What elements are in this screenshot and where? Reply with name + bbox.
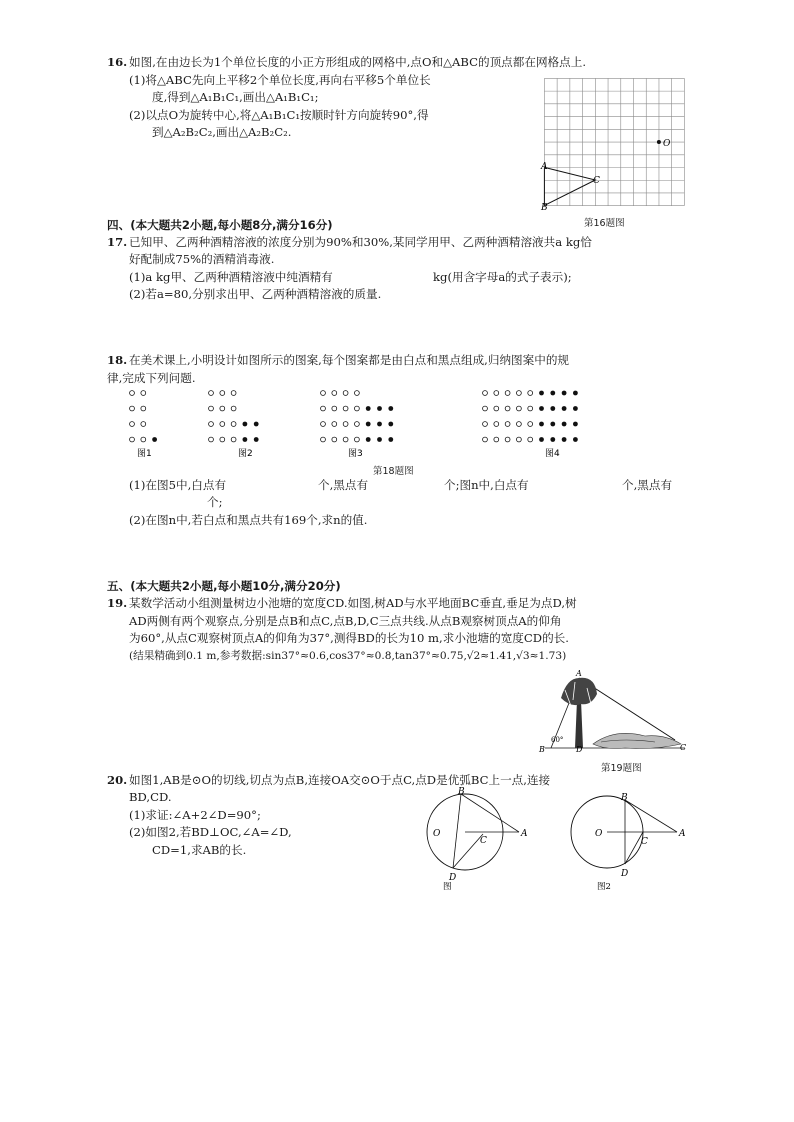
black-dot <box>243 422 248 427</box>
white-dot <box>505 422 510 427</box>
q20-number: 20. <box>107 773 128 787</box>
q18-dot-patterns <box>120 380 620 460</box>
label-b: B <box>539 745 545 754</box>
white-dot <box>209 422 214 427</box>
white-dot <box>231 437 236 442</box>
white-dot <box>141 391 146 396</box>
white-dot <box>321 391 326 396</box>
black-dot <box>254 422 259 427</box>
q16-part1-line1: (1)将△ABC先向上平移2个单位长度,再向右平移5个单位长 <box>129 73 431 87</box>
q19-caption: 第19题图 <box>601 763 642 774</box>
q20-part2-line1: (2)如图2,若BD⊥OC,∠A=∠D, <box>129 825 292 839</box>
label-c: C <box>593 176 600 186</box>
q16-part1-line2: 度,得到△A₁B₁C₁,画出△A₁B₁C₁; <box>152 90 319 104</box>
label-c: C <box>680 743 687 752</box>
white-dot <box>355 406 360 411</box>
white-dot <box>332 391 337 396</box>
q20-line1: 如图1,AB是⊙O的切线,切点为点B,连接OA交⊙O于点C,点D是优弧BC上一点,连接 <box>129 773 551 787</box>
white-dot <box>505 391 510 396</box>
label-b: B <box>541 203 548 213</box>
label-c: C <box>641 837 648 847</box>
white-dot <box>141 422 146 427</box>
q18-number: 18. <box>107 353 128 367</box>
label-a: A <box>679 829 686 839</box>
q17-part1-a: (1)a kg甲、乙两种酒精溶液中纯酒精有 <box>129 270 333 284</box>
black-dot <box>539 406 544 411</box>
white-dot <box>220 391 225 396</box>
tree-trunk <box>575 700 583 748</box>
label-d: D <box>576 745 583 754</box>
fig2-label: 图2 <box>238 449 253 459</box>
point-o <box>657 140 661 144</box>
segment-ab <box>461 794 519 832</box>
label-angle: 60° <box>551 736 564 744</box>
fig4-label: 图4 <box>545 449 560 459</box>
black-dot <box>573 437 578 442</box>
q19-tree-figure <box>535 670 695 760</box>
white-dot <box>505 406 510 411</box>
white-dot <box>517 391 522 396</box>
black-dot <box>562 406 567 411</box>
q18-part1-e: 个; <box>207 495 223 509</box>
black-dot <box>550 391 555 396</box>
q19-number: 19. <box>107 596 128 610</box>
white-dot <box>483 422 488 427</box>
white-dot <box>321 406 326 411</box>
q18-part1-d: 个,黑点有 <box>622 478 673 492</box>
label-a: A <box>541 162 548 172</box>
white-dot <box>321 437 326 442</box>
black-dot <box>562 422 567 427</box>
white-dot <box>528 406 533 411</box>
white-dot <box>528 391 533 396</box>
black-dot <box>562 437 567 442</box>
q18-caption: 第18题图 <box>373 466 414 477</box>
fig1-label: 图 <box>443 882 452 892</box>
q18-part1-a: (1)在图5中,白点有 <box>129 478 227 492</box>
white-dot <box>494 422 499 427</box>
black-dot <box>388 437 393 442</box>
label-c: C <box>480 836 487 846</box>
q16-number: 16. <box>107 55 128 69</box>
fig2-label: 图2 <box>597 882 611 892</box>
q20-line2: BD,CD. <box>129 790 172 804</box>
section-4-heading: 四、(本大题共2小题,每小题8分,满分16分) <box>107 218 333 232</box>
white-dot <box>528 422 533 427</box>
black-dot <box>539 437 544 442</box>
q16-grid-figure <box>538 72 698 214</box>
label-o: O <box>433 829 441 839</box>
label-o: O <box>663 139 671 149</box>
white-dot <box>231 391 236 396</box>
white-dot <box>332 406 337 411</box>
q16-part2-line1: (2)以点O为旋转中心,将△A₁B₁C₁按顺时针方向旋转90°,得 <box>129 108 429 122</box>
q17-part1-b: kg(用含字母a的式子表示); <box>433 270 572 284</box>
white-dot <box>141 437 146 442</box>
white-dot <box>355 437 360 442</box>
black-dot <box>573 391 578 396</box>
white-dot <box>483 391 488 396</box>
white-dot <box>494 391 499 396</box>
white-dot <box>332 422 337 427</box>
white-dot <box>355 391 360 396</box>
black-dot <box>539 391 544 396</box>
q17-part2: (2)若a=80,分别求出甲、乙两种酒精溶液的质量. <box>129 287 382 301</box>
section-5-heading: 五、(本大题共2小题,每小题10分,满分20分) <box>107 579 341 593</box>
white-dot <box>343 437 348 442</box>
white-dot <box>343 391 348 396</box>
black-dot <box>377 406 382 411</box>
white-dot <box>343 422 348 427</box>
q18-part2: (2)在图n中,若白点和黑点共有169个,求n的值. <box>129 513 368 527</box>
white-dot <box>332 437 337 442</box>
white-dot <box>209 406 214 411</box>
tree-canopy <box>561 678 597 705</box>
black-dot <box>366 422 371 427</box>
white-dot <box>231 406 236 411</box>
black-dot <box>550 422 555 427</box>
q20-figure-2 <box>565 790 695 890</box>
q16-part2-line2: 到△A₂B₂C₂,画出△A₂B₂C₂. <box>152 125 292 139</box>
white-dot <box>130 422 135 427</box>
label-b: B <box>621 793 628 803</box>
white-dot <box>130 391 135 396</box>
label-d: D <box>621 869 629 879</box>
segment-cd <box>453 834 483 868</box>
black-dot <box>550 437 555 442</box>
black-dot <box>388 422 393 427</box>
q20-part1: (1)求证:∠A+2∠D=90°; <box>129 808 261 822</box>
white-dot <box>209 391 214 396</box>
white-dot <box>517 437 522 442</box>
black-dot <box>366 406 371 411</box>
q18-part1-b: 个,黑点有 <box>318 478 369 492</box>
white-dot <box>483 406 488 411</box>
q20-part2-line2: CD=1,求AB的长. <box>152 843 247 857</box>
label-d: D <box>449 873 457 883</box>
white-dot <box>528 437 533 442</box>
label-a: A <box>576 669 582 678</box>
black-dot <box>377 422 382 427</box>
white-dot <box>505 437 510 442</box>
white-dot <box>494 406 499 411</box>
white-dot <box>494 437 499 442</box>
q17-number: 17. <box>107 235 128 249</box>
white-dot <box>209 437 214 442</box>
black-dot <box>254 437 259 442</box>
q19-line2: AD两侧有两个观察点,分别是点B和点C,点B,D,C三点共线.从点B观察树顶点A的仰角 <box>129 614 562 628</box>
q16-caption: 第16题图 <box>584 218 625 229</box>
q17-line2: 好配制成75%的酒精消毒液. <box>129 252 275 266</box>
white-dot <box>141 406 146 411</box>
label-b: B <box>458 787 465 797</box>
white-dot <box>220 422 225 427</box>
q18-line1: 在美术课上,小明设计如图所示的图案,每个图案都是由白点和黑点组成,归纳图案中的规 <box>129 353 570 367</box>
q19-line4: (结果精确到0.1 m,参考数据:sin37°≈0.6,cos37°≈0.8,tan37°≈0.75,√2≈1.41,√3≈1.73) <box>129 650 567 662</box>
black-dot <box>539 422 544 427</box>
segment-ab <box>625 800 677 832</box>
black-dot <box>388 406 393 411</box>
black-dot <box>377 437 382 442</box>
white-dot <box>517 406 522 411</box>
black-dot <box>243 437 248 442</box>
fig1-label: 图1 <box>137 449 152 459</box>
black-dot <box>562 391 567 396</box>
q18-line2: 律,完成下列问题. <box>107 371 196 385</box>
white-dot <box>231 422 236 427</box>
white-dot <box>517 422 522 427</box>
white-dot <box>220 437 225 442</box>
white-dot <box>130 437 135 442</box>
q19-line3: 为60°,从点C观察树顶点A的仰角为37°,测得BD的长为10 m,求小池塘的宽度CD的长. <box>129 631 569 645</box>
black-dot <box>573 406 578 411</box>
black-dot <box>573 422 578 427</box>
black-dot <box>152 437 157 442</box>
label-o: O <box>595 829 603 839</box>
q17-line1: 已知甲、乙两种酒精溶液的浓度分别为90%和30%,某同学用甲、乙两种酒精溶液共a kg恰 <box>129 235 592 249</box>
label-a: A <box>521 829 528 839</box>
q20-figure-1 <box>425 787 555 892</box>
white-dot <box>343 406 348 411</box>
black-dot <box>366 437 371 442</box>
white-dot <box>321 422 326 427</box>
white-dot <box>355 422 360 427</box>
q19-line1: 某数学活动小组测量树边小池塘的宽度CD.如图,树AD与水平地面BC垂直,垂足为点D,树 <box>129 596 577 610</box>
fig3-label: 图3 <box>348 449 363 459</box>
black-dot <box>550 406 555 411</box>
segment-bd <box>453 794 461 868</box>
q18-part1-c: 个;图n中,白点有 <box>444 478 529 492</box>
white-dot <box>483 437 488 442</box>
white-dot <box>220 406 225 411</box>
white-dot <box>130 406 135 411</box>
q16-stem: 如图,在由边长为1个单位长度的小正方形组成的网格中,点O和△ABC的顶点都在网格点上. <box>129 55 587 69</box>
